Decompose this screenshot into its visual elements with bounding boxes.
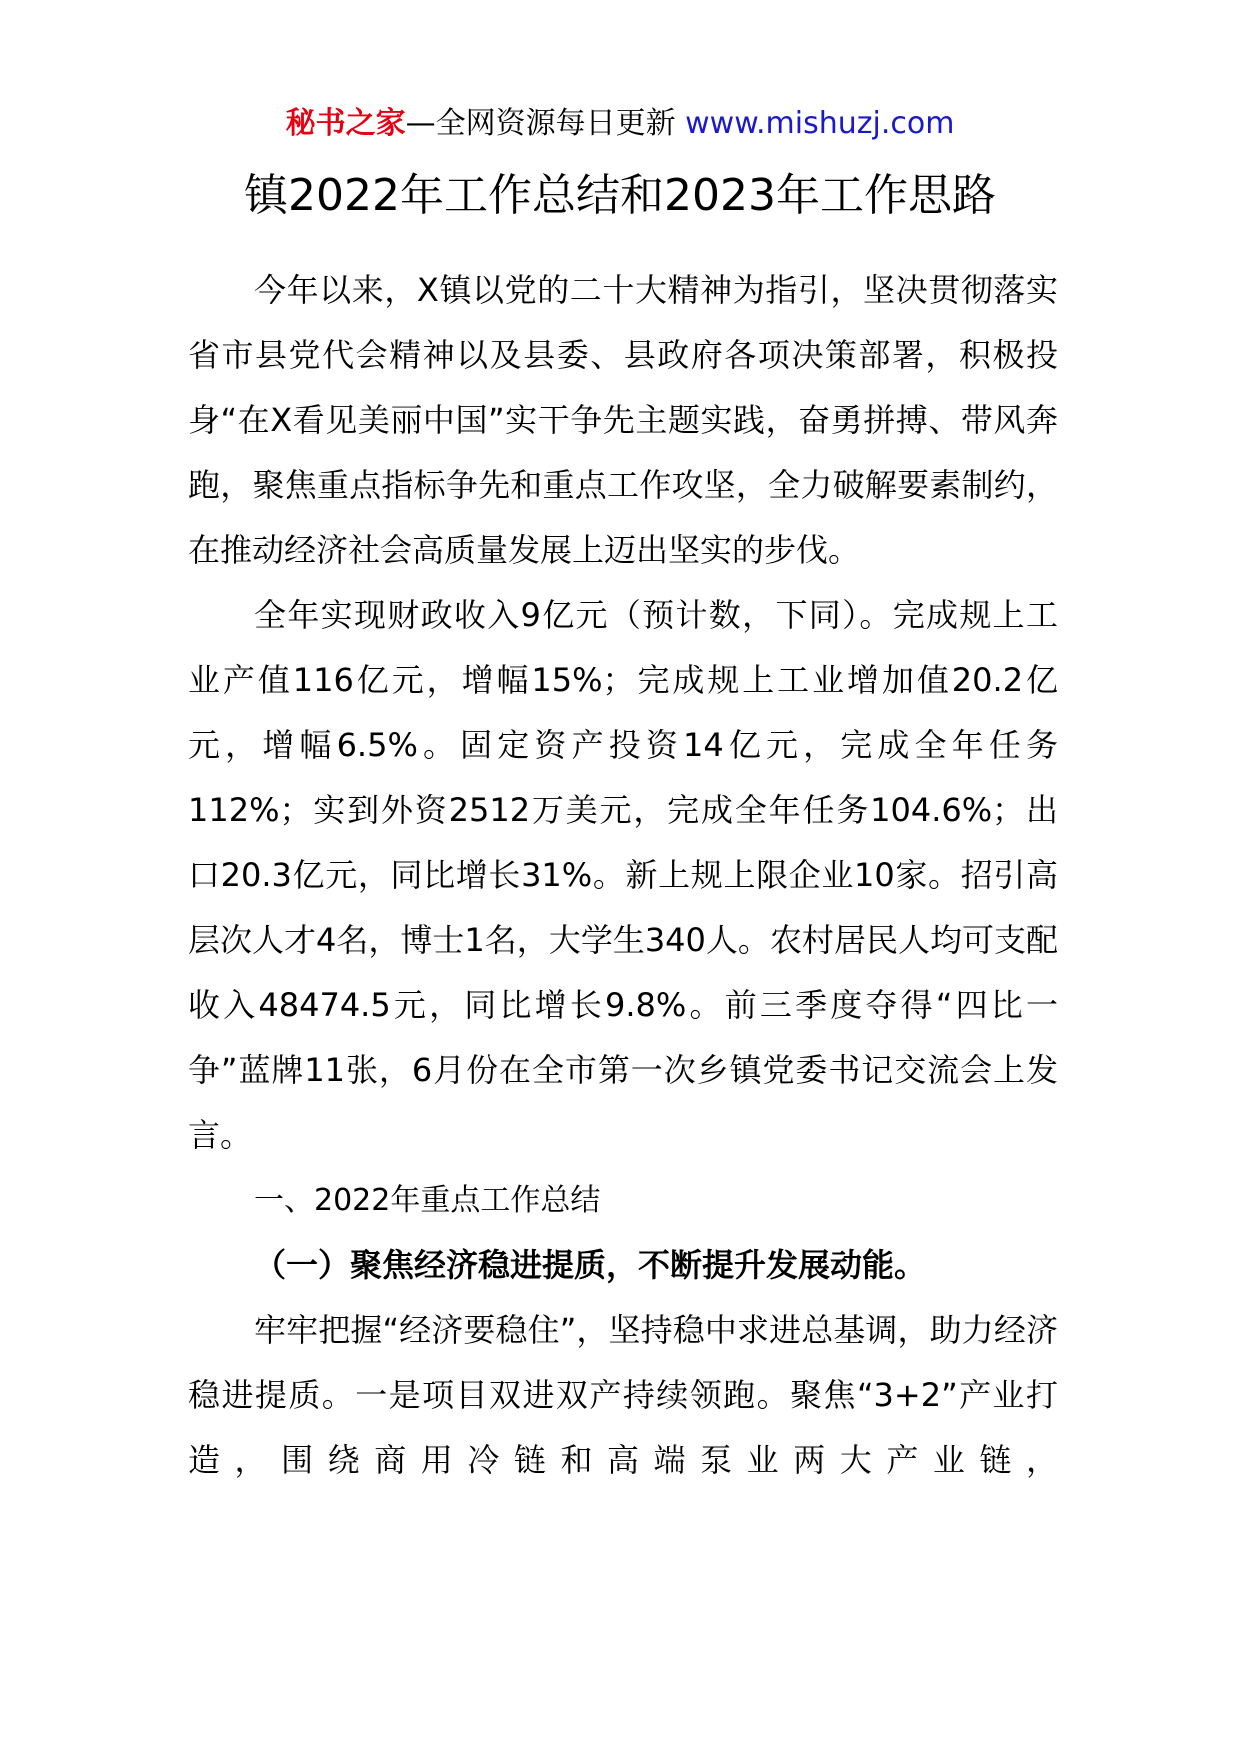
document-title: 镇2022年工作总结和2023年工作思路 (244, 170, 996, 221)
subsection-heading: （一）聚焦经济稳进提质，不断提升发展动能。 (254, 1246, 927, 1284)
site-tagline: —全网资源每日更新 (405, 106, 686, 141)
document-body (188, 258, 1058, 1493)
intro-paragraph: 今年以来，X镇以党的二十大精神为指引，坚决贯彻落实省市县党代会精神以及县委、县政府各项决策部署，积极投身“在X看见美丽中国”实干争先主题实践，奋勇拼搏、带风奔跑，聚焦重点指标争先和重点工作攻坚，全力破解要素制约，在推动经济社会高质量发展上迈出坚实的步伐。 (188, 271, 1058, 569)
site-brand[interactable]: 秘书之家 (285, 106, 406, 141)
economy-paragraph: 牢牢把握“经济要稳住”，坚持稳中求进总基调，助力经济稳进提质。一是项目双进双产持续领跑。聚焦“3+2”产业打造，围绕商用冷链和高端泵业两大产业链， (188, 1311, 1058, 1479)
section-heading: 一、2022年重点工作总结 (254, 1183, 601, 1218)
statistics-paragraph: 全年实现财政收入9亿元（预计数，下同）。完成规上工业产值116亿元，增幅15%；完成规上工业增加值20.2亿元，增幅6.5%。固定资产投资14亿元，完成全年任务112%；实到外资2512万美元，完成全年任务104.6%；出口20.3亿元，同比增长31%。新上规上限企业10家。招引高层次人才4名，博士1名，大学生340人。农村居民人均可支配收入48474.5元，同比增长9.8%。前三季度夺得“四比一争”蓝牌11张，6月份在全市第一次乡镇党委书记交流会上发言。 (188, 596, 1058, 1154)
site-url-link[interactable]: www.mishuzj.com (685, 106, 955, 141)
site-header (0, 104, 1240, 144)
